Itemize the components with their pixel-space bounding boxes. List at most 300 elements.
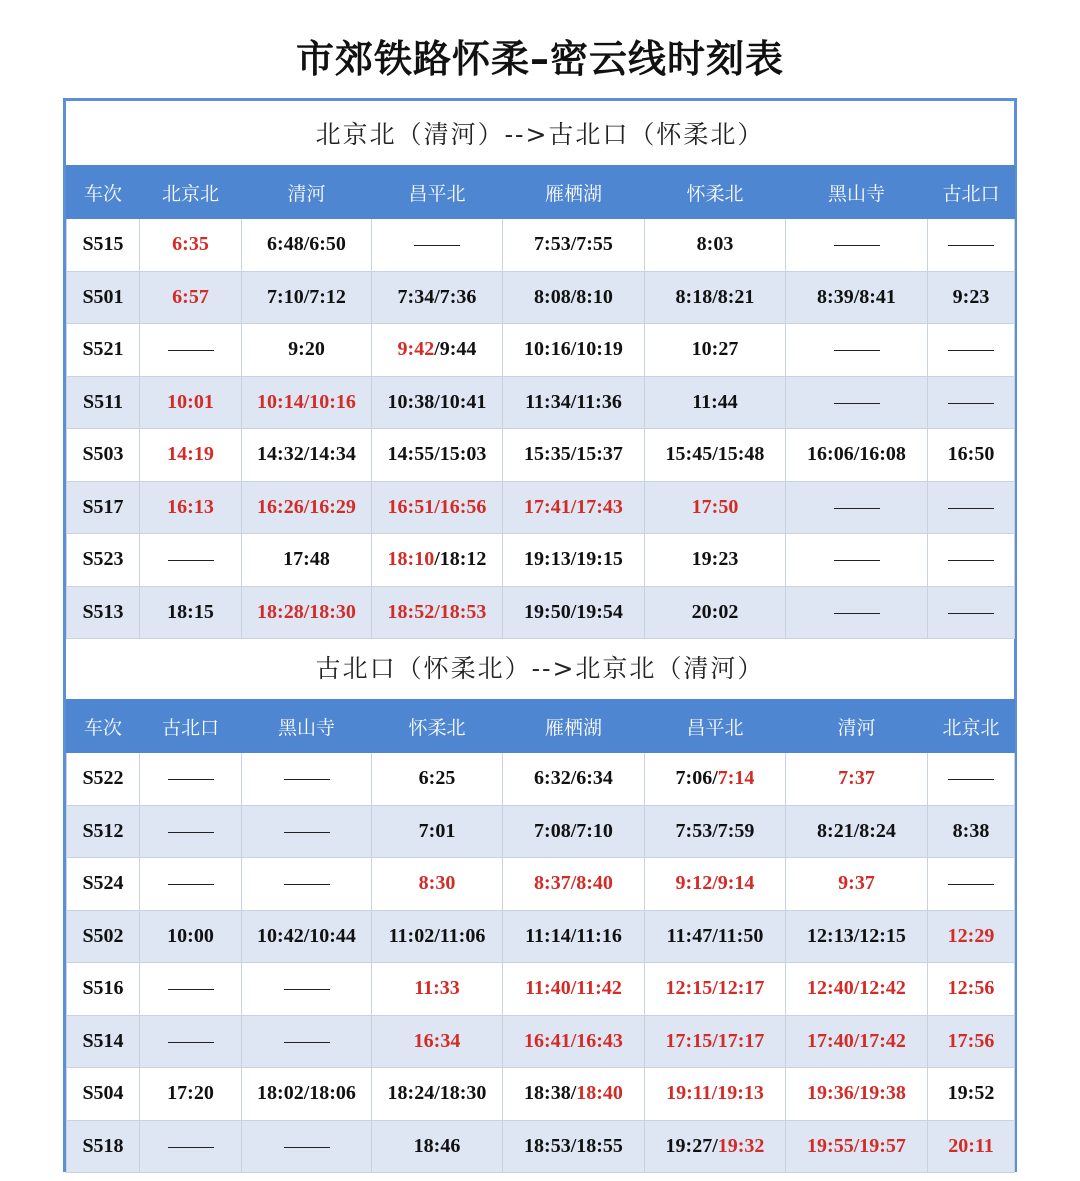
time-cell xyxy=(503,376,645,429)
column-header: 古北口 xyxy=(928,166,1015,219)
time-cell xyxy=(242,376,372,429)
time-cell xyxy=(140,271,242,324)
time-text: S511 xyxy=(82,390,124,413)
time-text: S521 xyxy=(82,338,124,361)
table-row xyxy=(67,376,1015,429)
time-text: 17:41/17:43 xyxy=(524,495,623,518)
time-cell xyxy=(503,534,645,587)
table-row xyxy=(67,1120,1015,1173)
time-text: 19:23 xyxy=(691,548,739,571)
no-stop-dash xyxy=(834,403,880,404)
time-text: 19:55/19:57 xyxy=(807,1134,906,1157)
table-row xyxy=(67,1068,1015,1121)
column-header: 北京北 xyxy=(140,166,242,219)
train-number-cell xyxy=(67,376,140,429)
time-cell xyxy=(928,1120,1015,1173)
time-text: S502 xyxy=(82,924,124,947)
time-cell xyxy=(786,376,928,429)
time-text: S514 xyxy=(82,1029,124,1052)
table-row xyxy=(67,858,1015,911)
time-cell xyxy=(242,753,372,806)
time-text: 17:48 xyxy=(283,548,330,571)
time-text: 11:44 xyxy=(692,390,738,413)
table-row xyxy=(67,271,1015,324)
column-header: 雁栖湖 xyxy=(503,166,645,219)
no-stop-dash xyxy=(168,350,214,351)
time-text: 11:40/11:42 xyxy=(525,977,622,1000)
header-row xyxy=(67,700,1015,753)
time-cell xyxy=(786,219,928,272)
time-cell xyxy=(786,1068,928,1121)
time-text: 6:57 xyxy=(172,285,209,308)
time-cell xyxy=(372,858,503,911)
column-header: 怀柔北 xyxy=(645,166,786,219)
time-cell xyxy=(242,1015,372,1068)
time-text: 12:15/12:17 xyxy=(665,977,765,1000)
time-text: 19:13/19:15 xyxy=(524,548,623,571)
time-cell xyxy=(928,481,1015,534)
time-text: S513 xyxy=(82,600,124,623)
time-cell xyxy=(140,481,242,534)
time-text: 10:42/10:44 xyxy=(257,924,356,947)
time-cell xyxy=(140,534,242,587)
train-number-cell xyxy=(67,1120,140,1173)
time-cell xyxy=(786,963,928,1016)
time-cell xyxy=(242,271,372,324)
time-text: S512 xyxy=(82,819,124,842)
time-cell xyxy=(242,219,372,272)
column-header: 古北口 xyxy=(140,700,242,753)
train-number-cell xyxy=(67,858,140,911)
train-number-cell xyxy=(67,429,140,482)
time-cell xyxy=(242,1120,372,1173)
time-cell xyxy=(928,219,1015,272)
time-cell xyxy=(786,324,928,377)
time-cell xyxy=(242,534,372,587)
time-text: 19:36/19:38 xyxy=(807,1082,906,1105)
time-cell xyxy=(928,271,1015,324)
time-text: 12:29 xyxy=(947,924,995,947)
time-cell xyxy=(372,481,503,534)
time-text: S524 xyxy=(82,872,124,895)
time-text: 10:14/10:16 xyxy=(257,390,356,413)
time-cell xyxy=(645,858,786,911)
time-text: 17:56 xyxy=(947,1029,995,1052)
column-header: 黑山寺 xyxy=(786,166,928,219)
time-cell xyxy=(928,1068,1015,1121)
time-text: S503 xyxy=(82,443,124,466)
time-text: 14:19 xyxy=(167,443,214,466)
time-text: 16:51/16:56 xyxy=(387,495,487,518)
time-cell xyxy=(372,805,503,858)
no-stop-dash xyxy=(284,1147,330,1148)
time-text: S522 xyxy=(82,767,124,790)
time-cell xyxy=(928,963,1015,1016)
no-stop-dash xyxy=(948,884,994,885)
time-cell xyxy=(928,534,1015,587)
time-text: 19:50/19:54 xyxy=(524,600,623,623)
no-stop-dash xyxy=(284,989,330,990)
time-text: 18:15 xyxy=(167,600,214,623)
train-number-cell xyxy=(67,805,140,858)
column-header: 昌平北 xyxy=(645,700,786,753)
time-text: 11:34/11:36 xyxy=(525,390,622,413)
time-text: S523 xyxy=(82,548,124,571)
direction-title-inbound: 古北口（怀柔北）-->北京北（清河） xyxy=(315,654,765,683)
time-text: 6:35 xyxy=(172,233,209,256)
timetable-outbound xyxy=(66,165,1015,639)
time-cell xyxy=(242,858,372,911)
time-cell xyxy=(372,534,503,587)
no-stop-dash xyxy=(168,1147,214,1148)
time-text: 16:06/16:08 xyxy=(807,443,906,466)
no-stop-dash xyxy=(168,884,214,885)
time-cell xyxy=(503,1015,645,1068)
no-stop-dash xyxy=(948,613,994,614)
timetable-frame xyxy=(63,98,1017,1172)
table-row xyxy=(67,324,1015,377)
no-stop-dash xyxy=(948,508,994,509)
time-text: S515 xyxy=(82,233,124,256)
time-text: 10:27 xyxy=(691,338,739,361)
time-cell xyxy=(242,910,372,963)
time-cell xyxy=(645,963,786,1016)
time-cell xyxy=(140,858,242,911)
time-text: 8:30 xyxy=(418,872,456,895)
column-header: 清河 xyxy=(786,700,928,753)
column-header: 北京北 xyxy=(928,700,1015,753)
time-text: 18:02/18:06 xyxy=(257,1082,356,1105)
page-title: 市郊铁路怀柔–密云线时刻表 xyxy=(295,37,784,81)
time-cell xyxy=(503,324,645,377)
time-text: 18:38/ xyxy=(524,1082,577,1105)
time-text: 17:15/17:17 xyxy=(665,1029,765,1052)
time-text: 8:08/8:10 xyxy=(534,285,613,308)
no-stop-dash xyxy=(834,245,880,246)
table-row xyxy=(67,481,1015,534)
time-cell xyxy=(140,1068,242,1121)
time-text: 18:46 xyxy=(413,1134,461,1157)
column-header: 车次 xyxy=(67,700,140,753)
time-text: 9:12/9:14 xyxy=(675,872,755,895)
no-stop-dash xyxy=(834,560,880,561)
time-text: S504 xyxy=(82,1082,124,1105)
time-text: 8:39/8:41 xyxy=(817,285,896,308)
time-text: 9:23 xyxy=(952,285,990,308)
time-cell xyxy=(140,324,242,377)
time-cell xyxy=(372,910,503,963)
time-text: 12:13/12:15 xyxy=(807,924,906,947)
time-cell xyxy=(372,271,503,324)
time-cell xyxy=(928,753,1015,806)
time-text-part: 7:14 xyxy=(717,767,755,790)
no-stop-dash xyxy=(284,1042,330,1043)
time-text: 19:11/19:13 xyxy=(666,1082,764,1105)
time-cell xyxy=(645,534,786,587)
time-cell xyxy=(503,910,645,963)
time-cell xyxy=(645,376,786,429)
time-cell xyxy=(140,1015,242,1068)
time-cell xyxy=(645,1120,786,1173)
time-text: S518 xyxy=(82,1134,124,1157)
time-cell xyxy=(928,910,1015,963)
time-cell xyxy=(786,1015,928,1068)
no-stop-dash xyxy=(948,403,994,404)
time-cell xyxy=(372,963,503,1016)
no-stop-dash xyxy=(284,779,330,780)
time-text: S517 xyxy=(82,495,124,518)
time-text: 11:02/11:06 xyxy=(388,924,486,947)
time-cell xyxy=(928,586,1015,639)
time-cell xyxy=(645,324,786,377)
time-text: 10:16/10:19 xyxy=(524,338,623,361)
time-cell xyxy=(928,376,1015,429)
train-number-cell xyxy=(67,219,140,272)
time-cell xyxy=(140,376,242,429)
time-cell xyxy=(242,481,372,534)
column-header: 清河 xyxy=(242,166,372,219)
time-cell xyxy=(786,534,928,587)
time-text-part: /9:44 xyxy=(434,338,477,361)
time-text: 16:34 xyxy=(413,1029,461,1052)
time-text-part: /18:12 xyxy=(434,548,487,571)
time-text: 16:13 xyxy=(167,495,214,518)
train-number-cell xyxy=(67,910,140,963)
time-text: 7:08/7:10 xyxy=(534,819,613,842)
time-cell xyxy=(928,805,1015,858)
time-cell xyxy=(928,858,1015,911)
time-cell xyxy=(928,1015,1015,1068)
time-text: 7:53/7:55 xyxy=(534,233,613,256)
time-text: 17:50 xyxy=(691,495,739,518)
table-row xyxy=(67,910,1015,963)
time-cell xyxy=(786,1120,928,1173)
no-stop-dash xyxy=(834,508,880,509)
time-cell xyxy=(645,586,786,639)
no-stop-dash xyxy=(168,560,214,561)
time-text: 7:53/7:59 xyxy=(675,819,755,842)
time-text: 11:14/11:16 xyxy=(525,924,622,947)
table-row xyxy=(67,1015,1015,1068)
time-cell xyxy=(372,1015,503,1068)
time-text: 7:34/7:36 xyxy=(397,285,477,308)
no-stop-dash xyxy=(948,245,994,246)
no-stop-dash xyxy=(948,560,994,561)
time-text: S501 xyxy=(82,285,124,308)
no-stop-dash xyxy=(414,245,460,246)
no-stop-dash xyxy=(168,989,214,990)
time-cell xyxy=(928,429,1015,482)
time-text: 11:33 xyxy=(414,977,460,1000)
column-header: 昌平北 xyxy=(372,166,503,219)
time-cell xyxy=(503,963,645,1016)
time-cell xyxy=(242,963,372,1016)
time-text: 6:48/6:50 xyxy=(267,233,346,256)
time-cell xyxy=(372,376,503,429)
time-cell xyxy=(503,219,645,272)
time-text: 8:37/8:40 xyxy=(534,872,613,895)
time-text: 18:10 xyxy=(387,548,435,571)
table-row xyxy=(67,963,1015,1016)
time-text: 8:18/8:21 xyxy=(675,285,755,308)
time-cell xyxy=(372,324,503,377)
time-text: 15:45/15:48 xyxy=(665,443,765,466)
time-cell xyxy=(242,1068,372,1121)
time-cell xyxy=(503,1068,645,1121)
time-cell xyxy=(372,219,503,272)
column-header: 车次 xyxy=(67,166,140,219)
time-cell xyxy=(140,429,242,482)
table-row xyxy=(67,219,1015,272)
time-text: 14:55/15:03 xyxy=(387,443,487,466)
time-text: 7:01 xyxy=(418,819,456,842)
time-text: 12:56 xyxy=(947,977,995,1000)
time-text: 6:32/6:34 xyxy=(534,767,613,790)
train-number-cell xyxy=(67,271,140,324)
time-cell xyxy=(503,1120,645,1173)
time-cell xyxy=(140,963,242,1016)
time-cell xyxy=(503,858,645,911)
time-cell xyxy=(645,481,786,534)
time-text: 14:32/14:34 xyxy=(257,443,356,466)
time-text: 9:42 xyxy=(397,338,435,361)
no-stop-dash xyxy=(948,779,994,780)
time-text: 8:03 xyxy=(696,233,734,256)
train-number-cell xyxy=(67,534,140,587)
time-cell xyxy=(140,753,242,806)
time-text: 17:40/17:42 xyxy=(807,1029,906,1052)
time-text: 19:52 xyxy=(947,1082,995,1105)
time-text: 16:26/16:29 xyxy=(257,495,356,518)
time-text-part: 19:32 xyxy=(717,1134,765,1157)
time-cell xyxy=(242,586,372,639)
time-cell xyxy=(140,219,242,272)
time-cell xyxy=(503,753,645,806)
no-stop-dash xyxy=(168,832,214,833)
time-text: 18:52/18:53 xyxy=(387,600,487,623)
time-cell xyxy=(786,910,928,963)
table-row xyxy=(67,534,1015,587)
time-cell xyxy=(786,586,928,639)
table-row xyxy=(67,753,1015,806)
time-text: 10:38/10:41 xyxy=(387,390,487,413)
no-stop-dash xyxy=(168,1042,214,1043)
time-cell xyxy=(786,429,928,482)
time-cell xyxy=(140,910,242,963)
time-text: 9:20 xyxy=(288,338,325,361)
no-stop-dash xyxy=(948,350,994,351)
time-text: 20:11 xyxy=(948,1134,994,1157)
time-cell xyxy=(645,271,786,324)
time-cell xyxy=(786,753,928,806)
time-cell xyxy=(140,805,242,858)
no-stop-dash xyxy=(834,350,880,351)
no-stop-dash xyxy=(168,779,214,780)
column-header: 怀柔北 xyxy=(372,700,503,753)
time-text: 11:47/11:50 xyxy=(666,924,764,947)
table-row xyxy=(67,586,1015,639)
time-text-part: 18:40 xyxy=(576,1082,623,1105)
time-text: 10:01 xyxy=(167,390,214,413)
time-cell xyxy=(786,858,928,911)
table-row xyxy=(67,805,1015,858)
time-cell xyxy=(645,429,786,482)
time-text: 16:50 xyxy=(947,443,995,466)
time-text: 7:37 xyxy=(838,767,875,790)
time-cell xyxy=(928,324,1015,377)
time-text: 19:27/ xyxy=(665,1134,718,1157)
time-cell xyxy=(786,805,928,858)
time-text: 18:53/18:55 xyxy=(524,1134,623,1157)
time-cell xyxy=(645,1068,786,1121)
time-text: 8:38 xyxy=(952,819,990,842)
time-text: 7:06/ xyxy=(675,767,718,790)
time-text: 7:10/7:12 xyxy=(267,285,346,308)
time-cell xyxy=(645,219,786,272)
time-text: S516 xyxy=(82,977,124,1000)
time-cell xyxy=(645,753,786,806)
train-number-cell xyxy=(67,1015,140,1068)
column-header: 黑山寺 xyxy=(242,700,372,753)
header-row xyxy=(67,166,1015,219)
time-text: 8:21/8:24 xyxy=(817,819,896,842)
time-text: 18:24/18:30 xyxy=(387,1082,487,1105)
time-cell xyxy=(786,271,928,324)
train-number-cell xyxy=(67,586,140,639)
time-text: 15:35/15:37 xyxy=(524,443,623,466)
time-cell xyxy=(140,586,242,639)
time-cell xyxy=(645,910,786,963)
time-text: 17:20 xyxy=(167,1082,214,1105)
train-number-cell xyxy=(67,753,140,806)
time-text: 10:00 xyxy=(167,924,214,947)
time-text: 18:28/18:30 xyxy=(257,600,356,623)
table-row xyxy=(67,429,1015,482)
time-cell xyxy=(372,1120,503,1173)
train-number-cell xyxy=(67,324,140,377)
time-cell xyxy=(372,753,503,806)
column-header: 雁栖湖 xyxy=(503,700,645,753)
time-cell xyxy=(645,805,786,858)
time-text: 16:41/16:43 xyxy=(524,1029,623,1052)
time-cell xyxy=(503,429,645,482)
train-number-cell xyxy=(67,481,140,534)
train-number-cell xyxy=(67,963,140,1016)
direction-title-outbound: 北京北（清河）-->古北口（怀柔北） xyxy=(315,120,765,149)
time-cell xyxy=(503,271,645,324)
time-cell xyxy=(242,324,372,377)
time-cell xyxy=(645,1015,786,1068)
time-cell xyxy=(372,586,503,639)
time-cell xyxy=(242,805,372,858)
time-cell xyxy=(140,1120,242,1173)
time-cell xyxy=(372,1068,503,1121)
no-stop-dash xyxy=(834,613,880,614)
time-cell xyxy=(503,586,645,639)
time-text: 12:40/12:42 xyxy=(807,977,906,1000)
timetable-inbound xyxy=(66,699,1015,1173)
no-stop-dash xyxy=(284,832,330,833)
no-stop-dash xyxy=(284,884,330,885)
time-cell xyxy=(786,481,928,534)
time-cell xyxy=(242,429,372,482)
time-cell xyxy=(503,805,645,858)
train-number-cell xyxy=(67,1068,140,1121)
time-text: 6:25 xyxy=(418,767,456,790)
time-text: 9:37 xyxy=(838,872,875,895)
time-cell xyxy=(503,481,645,534)
time-text: 20:02 xyxy=(691,600,739,623)
